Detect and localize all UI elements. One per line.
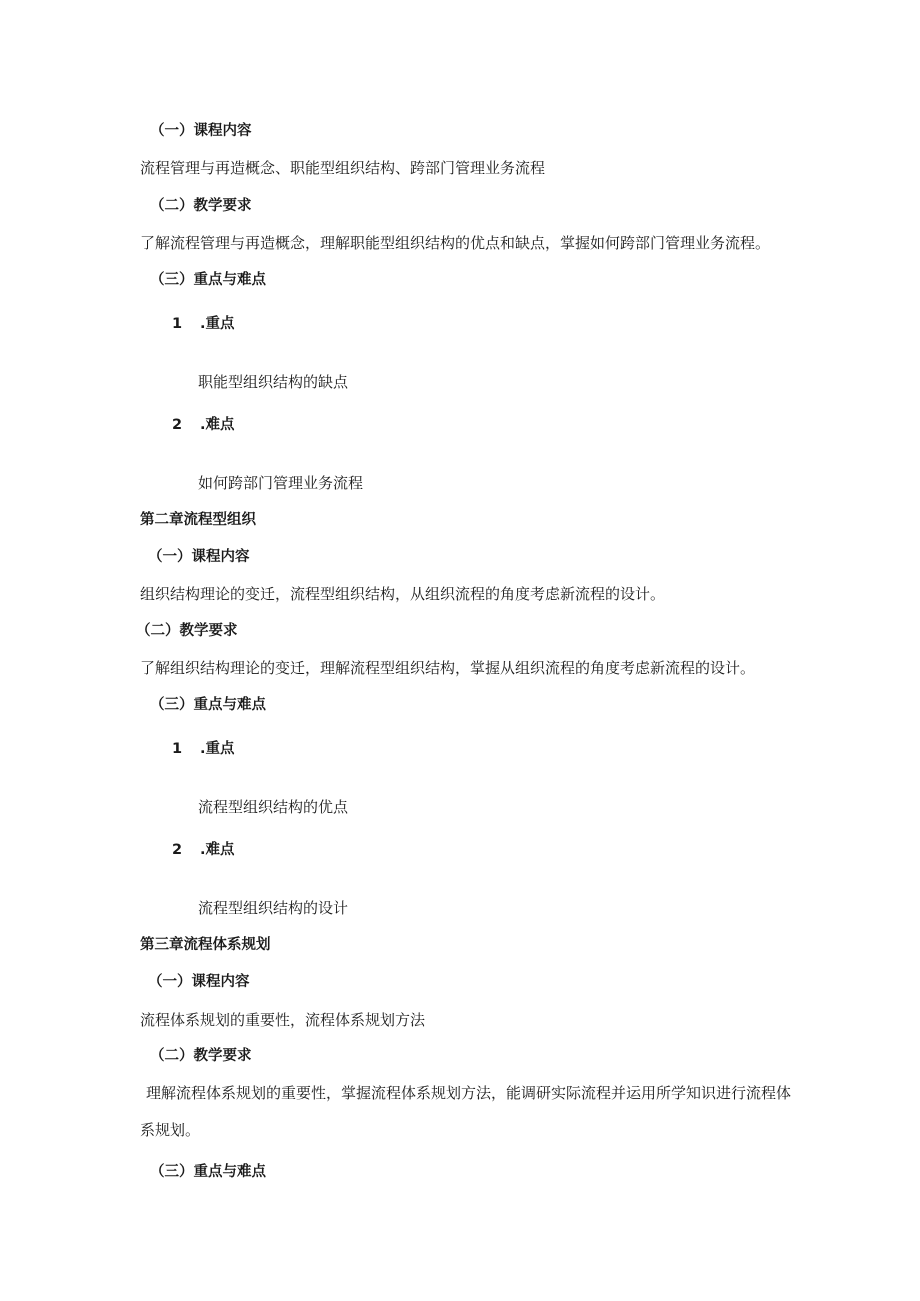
ch3-teaching-requirements-text-line2: 系规划。 (140, 1121, 201, 1139)
ch2-difficult-point-number: 2 (172, 842, 183, 858)
ch1-key-point-label (172, 314, 235, 334)
ch3-course-content-text: 流程体系规划的重要性，流程体系规划方法 (140, 1011, 426, 1029)
ch2-teaching-requirements-heading: （二）教学要求 (136, 623, 238, 639)
ch1-difficult-point-title: .难点 (200, 417, 235, 433)
ch1-course-content-heading: （一）课程内容 (150, 123, 252, 139)
ch2-difficult-point-label (172, 840, 235, 860)
ch2-difficult-point-text: 流程型组织结构的设计 (198, 899, 349, 917)
ch1-difficult-point-number: 2 (172, 417, 183, 433)
ch2-teaching-requirements-text: 了解组织结构理论的变迁，理解流程型组织结构，掌握从组织流程的角度考虑新流程的设计。 (140, 659, 756, 677)
ch3-teaching-requirements-text-line1: 理解流程体系规划的重要性，掌握流程体系规划方法，能调研实际流程并运用所学知识进行流程体 (146, 1084, 792, 1102)
ch2-title: 第二章流程型组织 (140, 512, 256, 528)
ch3-key-difficult-heading: （三）重点与难点 (150, 1164, 266, 1180)
ch2-key-point-label (172, 739, 235, 759)
ch3-title: 第三章流程体系规划 (140, 937, 271, 953)
ch1-course-content-text: 流程管理与再造概念、职能型组织结构、跨部门管理业务流程 (140, 159, 546, 177)
ch2-key-difficult-heading: （三）重点与难点 (150, 697, 266, 713)
ch3-course-content-heading: （一）课程内容 (148, 974, 250, 990)
ch1-key-point-title: .重点 (200, 316, 235, 332)
ch2-difficult-point-title: .难点 (200, 842, 235, 858)
ch1-difficult-point-text: 如何跨部门管理业务流程 (198, 474, 364, 492)
ch2-key-point-text: 流程型组织结构的优点 (198, 798, 349, 816)
ch1-teaching-requirements-text: 了解流程管理与再造概念，理解职能型组织结构的优点和缺点，掌握如何跨部门管理业务流程。 (140, 234, 771, 252)
ch1-key-difficult-heading: （三）重点与难点 (150, 272, 266, 288)
ch3-teaching-requirements-heading: （二）教学要求 (150, 1048, 252, 1064)
ch2-key-point-number: 1 (172, 741, 183, 757)
ch1-difficult-point-label (172, 415, 235, 435)
ch2-key-point-title: .重点 (200, 741, 235, 757)
ch1-key-point-number: 1 (172, 316, 183, 332)
ch1-teaching-requirements-heading: （二）教学要求 (150, 198, 252, 214)
ch2-course-content-heading: （一）课程内容 (148, 549, 250, 565)
ch1-key-point-text: 职能型组织结构的缺点 (198, 373, 349, 391)
ch2-course-content-text: 组织结构理论的变迁，流程型组织结构，从组织流程的角度考虑新流程的设计。 (140, 585, 666, 603)
